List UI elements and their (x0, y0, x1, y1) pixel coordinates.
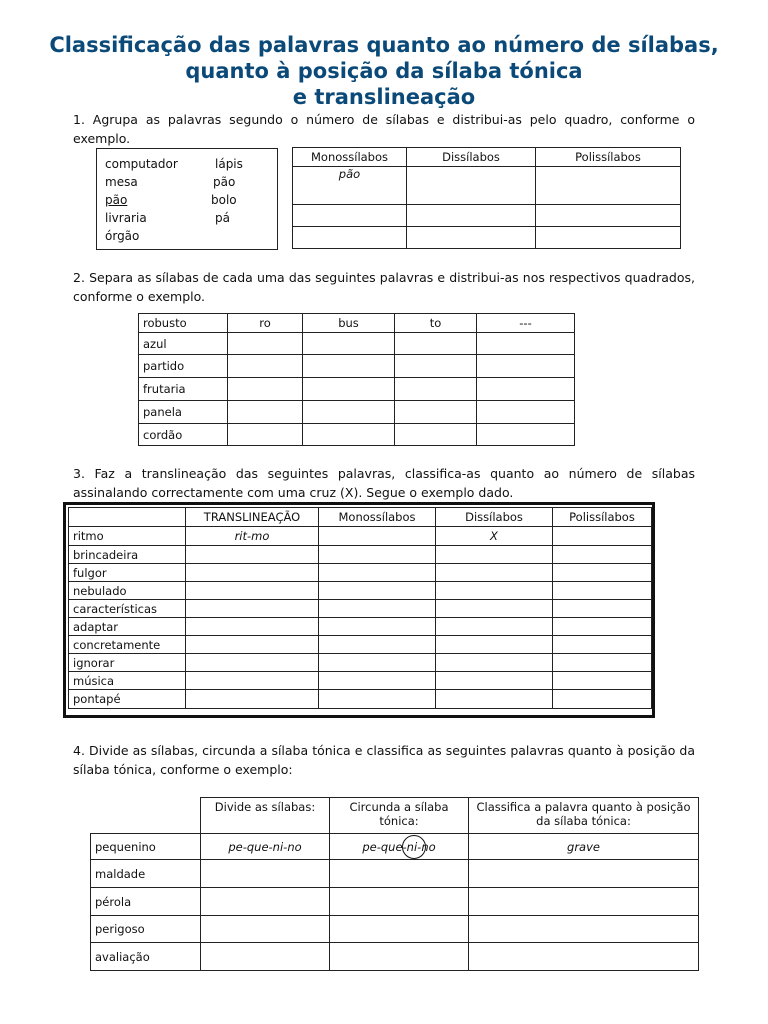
word-item: pão (213, 175, 236, 189)
q3-word: brincadeira (69, 546, 186, 564)
q2-cell[interactable] (228, 355, 303, 378)
word-item: computador (105, 157, 178, 171)
q1-answer-cell[interactable] (293, 205, 407, 227)
q3-cell[interactable] (186, 654, 319, 672)
word-item: lápis (215, 157, 243, 171)
q4-header: Divide as sílabas: (201, 798, 330, 834)
q2-cell[interactable] (228, 424, 303, 446)
q3-header: TRANSLINEAÇÃO (186, 508, 319, 527)
q2-cell[interactable] (477, 355, 575, 378)
word-item: mesa (105, 175, 138, 189)
q3-cell[interactable] (319, 672, 436, 690)
q3-cell[interactable] (319, 654, 436, 672)
page-title-line-2: quanto à posição da sílaba tónica (185, 59, 583, 83)
q2-word: azul (139, 333, 228, 355)
q4-example-class[interactable]: grave (469, 834, 699, 860)
q4-word: avaliação (91, 943, 201, 971)
q2-cell[interactable] (228, 333, 303, 355)
q3-word: pontapé (69, 690, 186, 709)
q2-cell[interactable] (303, 355, 395, 378)
q2-example-syllable: bus (303, 314, 395, 333)
q3-example-translineacao[interactable]: rit-mo (186, 527, 319, 546)
q4-example-divide[interactable]: pe-que-ni-no (201, 834, 330, 860)
q3-word: concretamente (69, 636, 186, 654)
q4-example-circle-cell[interactable] (330, 834, 469, 860)
q2-example-word: robusto (139, 314, 228, 333)
q1-example-cell[interactable]: pão (293, 167, 407, 205)
q3-cell[interactable] (319, 636, 436, 654)
q2-cell[interactable] (303, 424, 395, 446)
q3-cell[interactable] (319, 564, 436, 582)
q4-cell[interactable] (330, 860, 469, 888)
q2-cell[interactable] (395, 333, 477, 355)
q3-cell[interactable] (186, 618, 319, 636)
q4-cell[interactable] (201, 888, 330, 916)
q3-cell[interactable] (186, 690, 319, 709)
q2-example-syllable: to (395, 314, 477, 333)
q4-word: pérola (91, 888, 201, 916)
q2-instruction: 2. Separa as sílabas de cada uma das seguintes palavras e distribui-as nos respectivos quadrados, conforme o exemplo. (73, 270, 695, 304)
q4-cell[interactable] (330, 888, 469, 916)
page-title-line-1: Classificação das palavras quanto ao número de sílabas, (49, 33, 719, 57)
q3-cell[interactable] (553, 527, 652, 546)
q3-word: fulgor (69, 564, 186, 582)
q3-cell[interactable] (186, 582, 319, 600)
q1-header: Polissílabos (536, 148, 681, 167)
q4-cell[interactable] (469, 860, 699, 888)
q1-answer-cell[interactable] (407, 205, 536, 227)
q1-answer-cell[interactable] (536, 205, 681, 227)
q3-cell[interactable] (553, 636, 652, 654)
q3-cell[interactable] (436, 618, 553, 636)
q3-cell[interactable] (436, 654, 553, 672)
word-item-example: pão (105, 193, 128, 207)
q1-header: Monossílabos (293, 148, 407, 167)
q3-header: Monossílabos (319, 508, 436, 527)
q3-cell[interactable] (319, 618, 436, 636)
q1-answer-cell[interactable] (407, 167, 536, 205)
q4-cell[interactable] (201, 860, 330, 888)
q1-answer-cell[interactable] (536, 167, 681, 205)
q3-header: Dissílabos (436, 508, 553, 527)
q3-cell[interactable] (553, 654, 652, 672)
q3-cell[interactable] (319, 527, 436, 546)
q3-cell[interactable] (553, 582, 652, 600)
q3-cell[interactable] (553, 672, 652, 690)
q3-cell[interactable] (436, 672, 553, 690)
word-item: pá (215, 211, 230, 225)
q1-header: Dissílabos (407, 148, 536, 167)
q3-header-blank (69, 508, 186, 527)
q3-word: ritmo (69, 527, 186, 546)
q4-cell[interactable] (201, 943, 330, 971)
q1-answer-cell[interactable] (536, 227, 681, 249)
q3-cell[interactable] (319, 690, 436, 709)
q3-word: música (69, 672, 186, 690)
q3-header: Polissílabos (553, 508, 652, 527)
q4-header-blank (91, 798, 201, 834)
q2-cell[interactable] (395, 378, 477, 401)
q4-cell[interactable] (469, 943, 699, 971)
q3-cell[interactable] (319, 546, 436, 564)
q4-word: perigoso (91, 916, 201, 943)
q2-cell[interactable] (303, 333, 395, 355)
q4-cell[interactable] (201, 916, 330, 943)
word-item: bolo (211, 193, 237, 207)
q2-cell[interactable] (477, 401, 575, 424)
q2-cell[interactable] (477, 424, 575, 446)
q3-cell[interactable] (186, 564, 319, 582)
q1-table (292, 147, 681, 249)
q4-table (90, 797, 699, 971)
q3-word: adaptar (69, 618, 186, 636)
q3-word: ignorar (69, 654, 186, 672)
q1-answer-cell[interactable] (293, 227, 407, 249)
q3-cell[interactable] (319, 600, 436, 618)
q3-instruction: 3. Faz a translineação das seguintes palavras, classifica-as quanto ao número de sílabas assinalando correctamente com uma cruz (X). Segue o exemplo dado. (73, 466, 695, 500)
q1-word-box (96, 148, 278, 250)
q4-cell[interactable] (330, 916, 469, 943)
q4-header: Circunda a sílaba tónica: (330, 798, 469, 834)
q3-cell[interactable] (436, 564, 553, 582)
q3-example-mark[interactable]: X (436, 527, 553, 546)
q3-cell[interactable] (436, 690, 553, 709)
q2-cell[interactable] (395, 424, 477, 446)
q3-cell[interactable] (319, 582, 436, 600)
q4-cell[interactable] (330, 943, 469, 971)
q3-cell[interactable] (553, 690, 652, 709)
q2-cell[interactable] (395, 355, 477, 378)
q3-cell[interactable] (186, 636, 319, 654)
q2-cell[interactable] (228, 378, 303, 401)
q2-cell[interactable] (395, 401, 477, 424)
q2-cell[interactable] (303, 401, 395, 424)
q2-table (138, 313, 575, 446)
q4-cell[interactable] (469, 916, 699, 943)
q2-cell[interactable] (228, 401, 303, 424)
q4-header: Classifica a palavra quanto à posição da sílaba tónica: (469, 798, 699, 834)
q3-cell[interactable] (553, 618, 652, 636)
q3-cell[interactable] (436, 546, 553, 564)
page-title-line-3: e translineação (292, 85, 476, 109)
q3-word: nebulado (69, 582, 186, 600)
q2-word: frutaria (139, 378, 228, 401)
q4-word: pequenino (91, 834, 201, 860)
q1-instruction: 1. Agrupa as palavras segundo o número de sílabas e distribui-as pelo quadro, conforme o exemplo. (73, 112, 695, 146)
q3-cell[interactable] (553, 546, 652, 564)
q2-cell[interactable] (477, 333, 575, 355)
q2-example-syllable: --- (477, 314, 575, 333)
q2-word: partido (139, 355, 228, 378)
q4-cell[interactable] (469, 888, 699, 916)
q3-word: características (69, 600, 186, 618)
q3-cell[interactable] (436, 636, 553, 654)
q2-cell[interactable] (477, 378, 575, 401)
q4-word: maldade (91, 860, 201, 888)
q2-word: panela (139, 401, 228, 424)
q2-example-syllable: ro (228, 314, 303, 333)
q3-cell[interactable] (186, 600, 319, 618)
q4-example-circle: pe-que-ni-no (362, 839, 436, 854)
q3-cell[interactable] (553, 600, 652, 618)
q3-table (68, 507, 652, 709)
word-item: órgão (105, 229, 140, 243)
q3-cell[interactable] (186, 672, 319, 690)
word-item: livraria (105, 211, 147, 225)
tonic-syllable-circle (402, 835, 426, 859)
q1-answer-cell[interactable] (407, 227, 536, 249)
q3-cell[interactable] (186, 546, 319, 564)
q3-cell[interactable] (436, 582, 553, 600)
q2-word: cordão (139, 424, 228, 446)
q3-cell[interactable] (436, 600, 553, 618)
q3-cell[interactable] (553, 564, 652, 582)
q4-instruction: 4. Divide as sílabas, circunda a sílaba tónica e classifica as seguintes palavras quanto à posição da sílaba tónica, conforme o exemplo: (73, 743, 695, 777)
q2-cell[interactable] (303, 378, 395, 401)
